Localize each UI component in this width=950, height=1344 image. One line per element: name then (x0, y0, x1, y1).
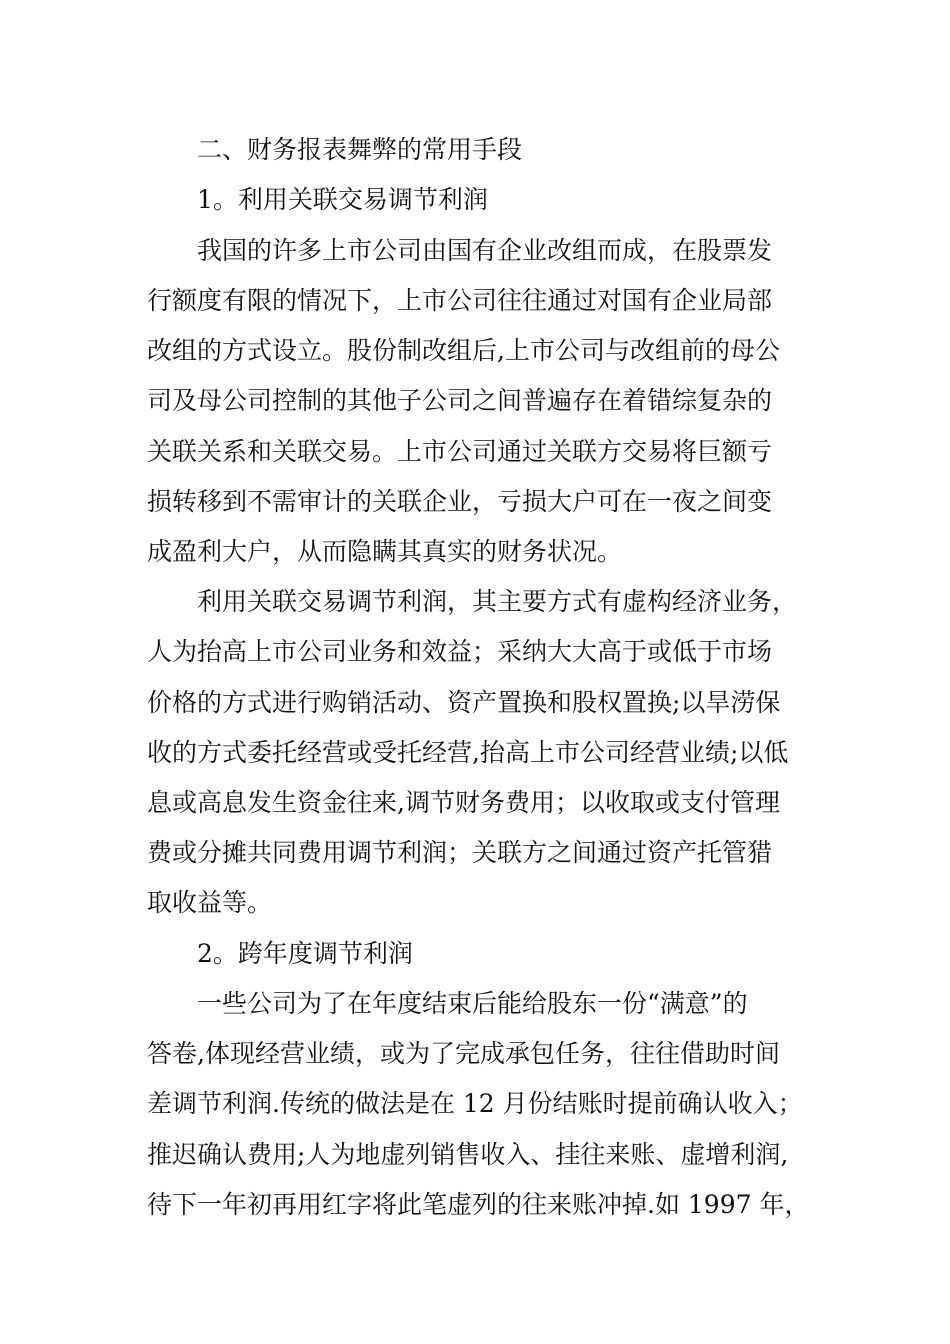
paragraph-2-line-5: 息或高息发生资金往来,调节财务费用；以收取或支付管理 (147, 788, 780, 817)
paragraph-2-line-4: 收的方式委托经营或受托经营,抬高上市公司经营业绩;以低 (147, 738, 789, 767)
paragraph-3-line-5: 待下一年初再用红字将此笔虚列的往来账冲掉.如 1997 年， (147, 1190, 810, 1219)
paragraph-3-line-2: 答卷,体现经营业绩，或为了完成承包任务，往往借助时间 (147, 1039, 780, 1068)
paragraph-2-line-7: 取收益等。 (147, 888, 273, 917)
paragraph-1-line-7: 成盈利大户，从而隐瞒其真实的财务状况。 (147, 537, 623, 566)
paragraph-3-line-3: 差调节利润.传统的做法是在 12 月份结账时提前确认收入； (147, 1089, 803, 1118)
paragraph-2-line-3: 价格的方式进行购销活动、资产置换和股权置换;以旱涝保 (147, 688, 781, 717)
paragraph-1-line-3: 改组的方式设立。股份制改组后,上市公司与改组前的母公 (147, 336, 780, 365)
paragraph-2-line-1: 利用关联交易调节利润，其主要方式有虚构经济业务， (197, 587, 798, 616)
subsection-heading-2: 2。跨年度调节利润 (197, 939, 413, 968)
section-heading: 二、财务报表舞弊的常用手段 (197, 135, 523, 164)
subsection-heading-1: 1。利用关联交易调节利润 (197, 185, 488, 214)
paragraph-1-line-2: 行额度有限的情况下，上市公司往往通过对国有企业局部 (147, 286, 773, 315)
paragraph-1-line-5: 关联关系和关联交易。上市公司通过关联方交易将巨额亏 (147, 437, 773, 466)
paragraph-2-line-6: 费或分摊共同费用调节利润；关联方之间通过资产托管猎 (147, 838, 773, 867)
paragraph-2-line-2: 人为抬高上市公司业务和效益；采纳大大高于或低于市场 (147, 637, 773, 666)
paragraph-3-line-1: 一些公司为了在年度结束后能给股东一份“满意”的 (197, 989, 748, 1018)
paragraph-1-line-1: 我国的许多上市公司由国有企业改组而成，在股票发 (197, 236, 773, 265)
paragraph-1-line-6: 损转移到不需审计的关联企业，亏损大户可在一夜之间变 (147, 487, 773, 516)
paragraph-3-line-4: 推迟确认费用;人为地虚列销售收入、挂往来账、虚增利润, (147, 1140, 789, 1169)
paragraph-1-line-4: 司及母公司控制的其他子公司之间普遍存在着错综复杂的 (147, 386, 773, 415)
